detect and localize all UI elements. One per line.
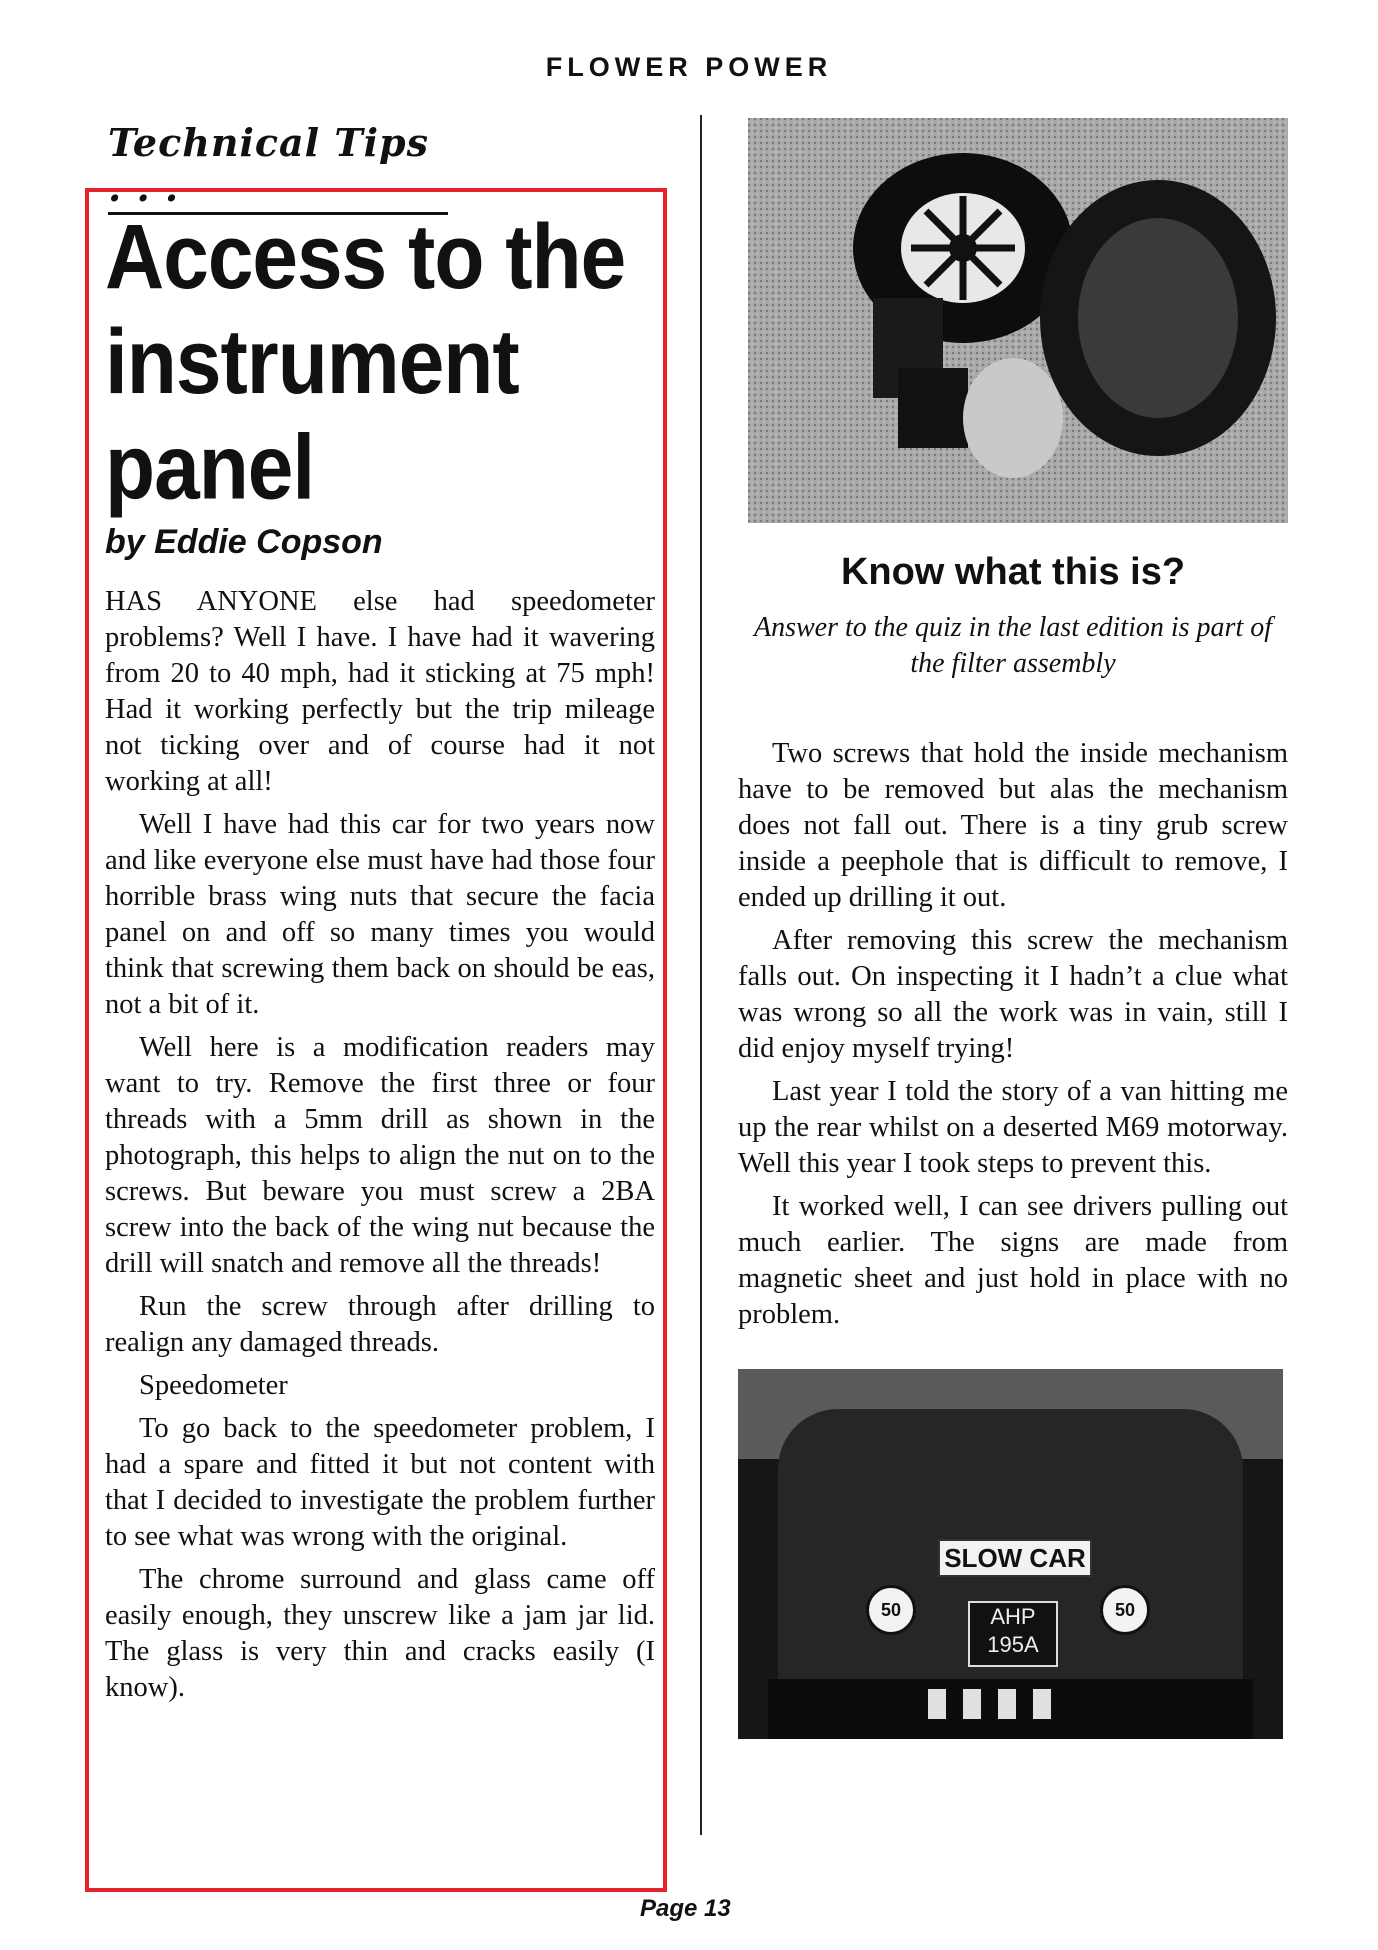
paragraph: Well here is a modification readers may want to try. Remove the first three or four threads with a 5mm drill as shown in the photograph, this helps to align the nut on to the screws. But beware you must screw a 2BA screw into the back of the wing nut because the drill will snatch and remove all the threads!: [105, 1032, 655, 1279]
paragraph: Well I have had this car for two years now and like everyone else must have had those four horrible brass wing nuts that secure the facia panel on and off so many times you would think that screwing them back on should be eas, not a bit of it.: [105, 809, 655, 1020]
quiz-photo: [748, 118, 1288, 523]
slow-car-sign: SLOW CAR: [938, 1539, 1092, 1577]
subheading: Speedometer: [139, 1370, 288, 1401]
masthead: FLOWER POWER: [545, 52, 833, 82]
paragraph: Last year I told the story of a van hitting me up the rear whilst on a deserted M69 motorway. Well this year I took steps to prevent this.: [738, 1076, 1288, 1179]
paragraph: Run the screw through after drilling to realign any damaged threads.: [105, 1291, 655, 1358]
paragraph: To go back to the speedometer problem, I had a spare and fitted it but not content with that I decided to investigate the problem further to see what was wrong with the original.: [105, 1413, 655, 1552]
paragraph: The chrome surround and glass came off easily enough, they unscrew like a jam jar lid. The glass is very thin and cracks easily (I know).: [105, 1564, 655, 1703]
slow-car-photo: [738, 1369, 1283, 1739]
paragraph: It worked well, I can see drivers pulling out much earlier. The signs are made from magnetic sheet and just hold in place with no problem.: [738, 1191, 1288, 1330]
paragraph: Two screws that hold the inside mechanism have to be removed but alas the mechanism does not fall out. There is a tiny grub screw inside a peephole that is difficult to remove, I ended up drilling it out.: [738, 738, 1288, 913]
right-column: [738, 118, 1288, 1739]
paragraph: After removing this screw the mechanism falls out. On inspecting it I hadn’t a clue what was wrong so all the work was in vain, still I did enjoy myself trying!: [738, 925, 1288, 1064]
section-title: Technical Tips . . .: [108, 120, 448, 215]
article-headline: Access to the instrument panel: [105, 206, 626, 519]
quiz-title: Know what this is?: [840, 551, 1186, 593]
number-plate: [968, 1601, 1058, 1667]
speed-disc-left: 50: [866, 1585, 916, 1635]
page-number: Page 13: [640, 1895, 731, 1922]
article-body-right: [738, 736, 1288, 1333]
filter-part-image: [748, 118, 1288, 523]
byline: by Eddie Copson: [105, 523, 383, 561]
column-divider: [700, 115, 702, 1835]
paragraph: HAS ANYONE else had speedometer problems? Well I have. I have had it wavering from 20 to 40 mph, had it sticking at 75 mph! Had it working perfectly but the trip mileage not ticking over and of course had it not working at all!: [105, 586, 655, 797]
plate-line-2: 195A: [987, 1632, 1039, 1657]
quiz-answer: Answer to the quiz in the last edition is part of the filter assembly: [754, 612, 1272, 679]
plate-line-1: AHP: [990, 1604, 1036, 1629]
speed-disc-right: 50: [1100, 1585, 1150, 1635]
article-body-left: [105, 584, 655, 1706]
left-column: [105, 205, 655, 1713]
